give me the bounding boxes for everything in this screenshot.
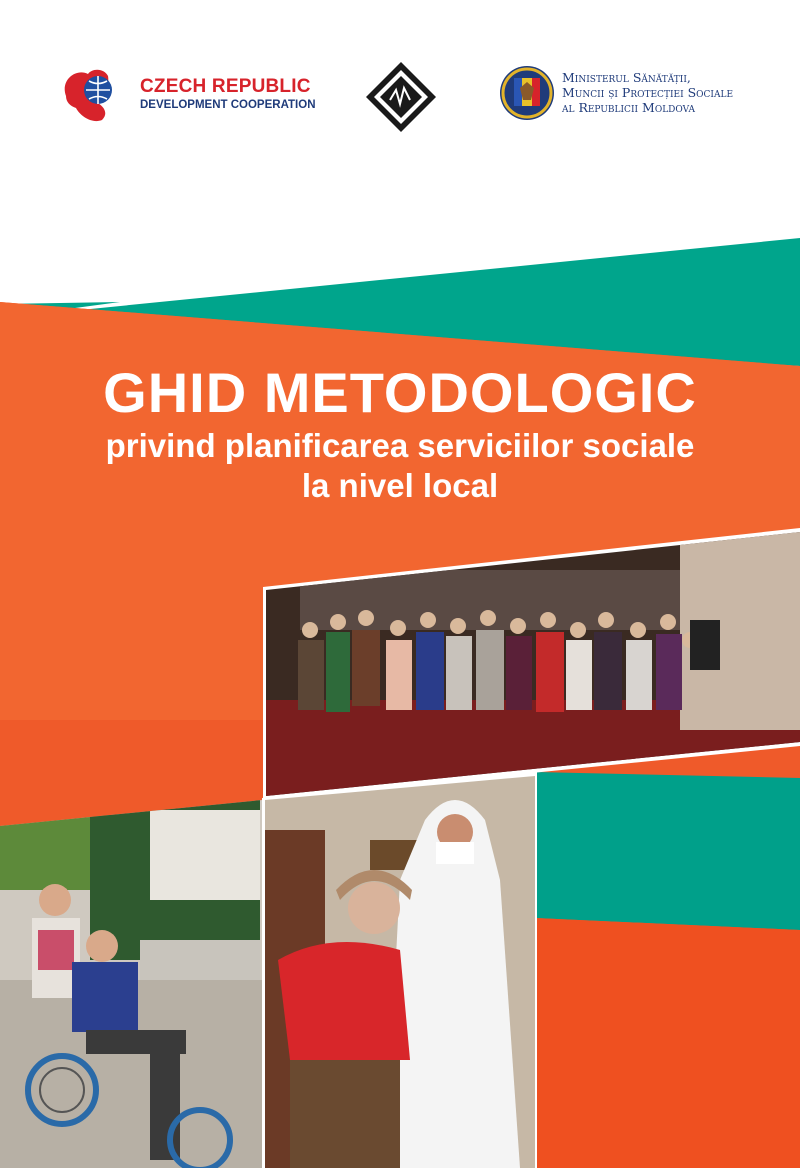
ministry-name	[562, 70, 733, 115]
ministry-line-2: Muncii și Protecției Sociale	[562, 85, 734, 100]
logo-header	[0, 0, 800, 190]
ministry-line-1: Ministerul Sănătății,	[562, 70, 691, 85]
teal-band-right	[535, 772, 800, 930]
title-block	[0, 360, 800, 506]
czech-development-logo	[58, 66, 318, 122]
czech-globe-icon	[58, 66, 130, 122]
people-in-need-logo	[364, 60, 438, 134]
orange-band-right-low	[535, 918, 800, 1168]
people-in-need-icon	[364, 60, 438, 134]
ministry-line-3: al Republicii Moldova	[562, 100, 696, 115]
page-title: GHID METODOLOGIC	[103, 361, 697, 424]
czech-subtitle: DEVELOPMENT COOPERATION	[140, 99, 316, 111]
czech-title: CZECH REPUBLIC	[140, 76, 311, 97]
subtitle-line-1: privind planificarea serviciilor sociale	[105, 427, 695, 464]
ministry-seal-icon	[498, 60, 556, 126]
ministry-logo	[498, 60, 758, 126]
subtitle-line-2: la nivel local	[301, 467, 499, 504]
